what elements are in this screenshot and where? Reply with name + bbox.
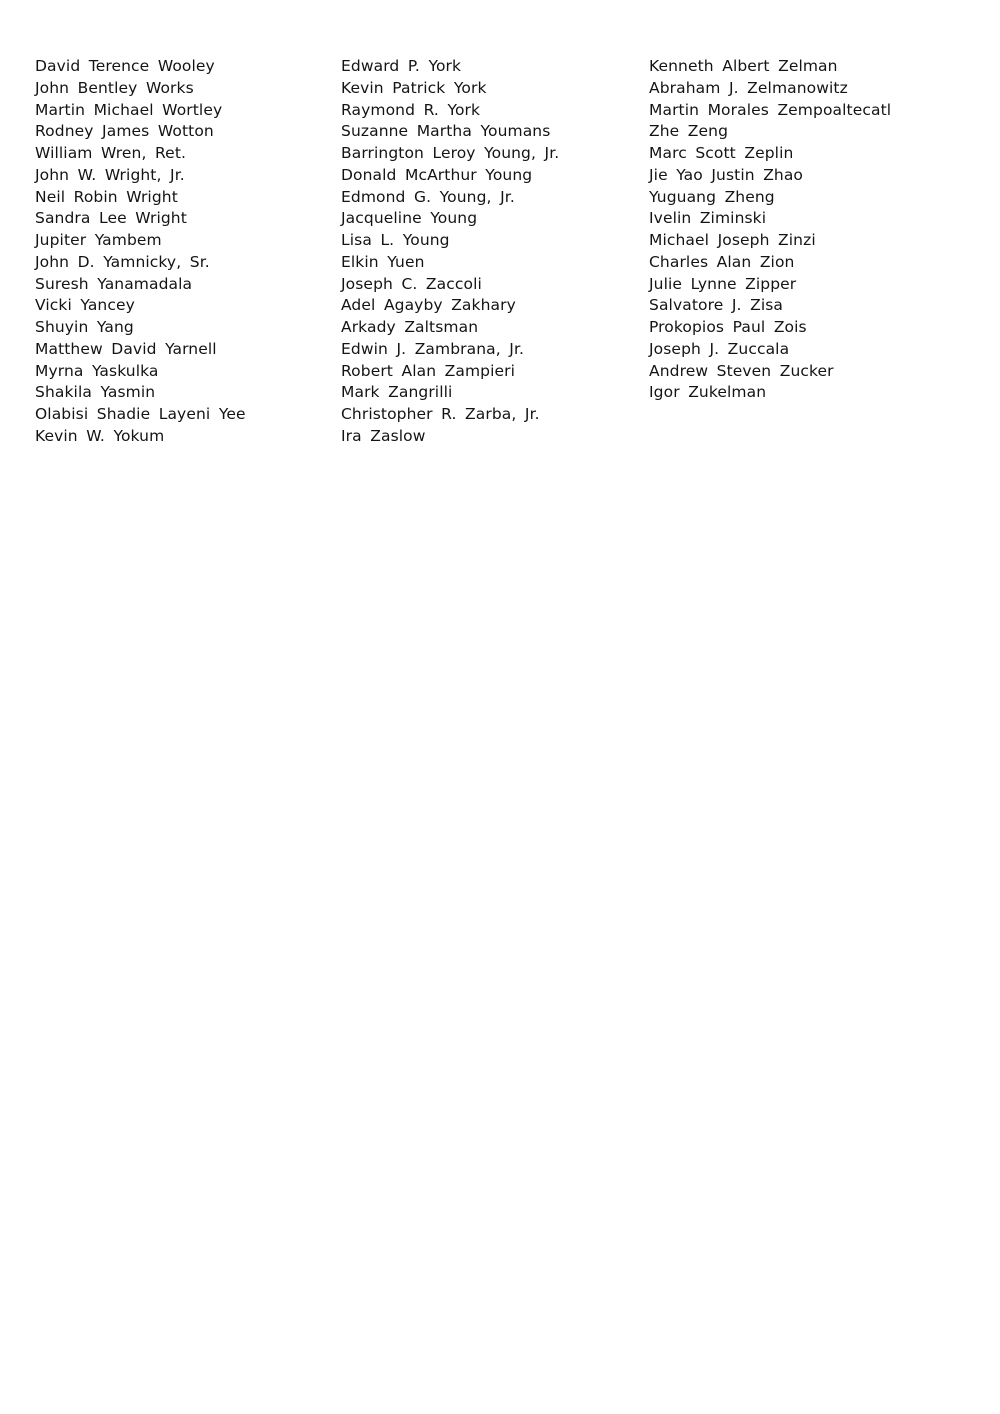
name-entry: Donald McArthur Young [341,165,533,184]
name-entry: Salvatore J. Zisa [649,296,783,315]
name-column-3 [649,56,989,404]
name-entry: Shuyin Yang [35,318,134,336]
name-entry: Myrna Yaskulka [35,361,159,380]
name-entry: David Terence Wooley [35,57,215,75]
name-entry: Martin Morales Zempoaltecatl [649,100,892,119]
name-entry: Kevin Patrick York [341,78,487,97]
name-entry: Raymond R. York [341,100,481,119]
name-entry: Mark Zangrilli [341,383,453,402]
name-entry: Olabisi Shadie Layeni Yee [35,405,246,423]
name-entry: William Wren, Ret. [35,144,187,162]
name-entry: Neil Robin Wright [35,187,178,206]
name-entry: Shakila Yasmin [35,383,156,402]
name-column-1 [35,56,341,448]
name-entry: Rodney James Wotton [35,122,214,141]
name-entry: Vicki Yancey [35,296,135,315]
name-entry: Jie Yao Justin Zhao [649,165,804,184]
name-entry: John Bentley Works [35,78,194,97]
name-entry: John D. Yamnicky, Sr. [35,252,210,271]
name-entry: Adel Agayby Zakhary [341,296,516,315]
name-entry: Charles Alan Zion [649,252,795,271]
name-entry: Sandra Lee Wright [35,209,187,228]
name-entry: Yuguang Zheng [649,187,775,206]
name-entry: Edmond G. Young, Jr. [341,187,515,206]
name-entry: Suzanne Martha Youmans [341,122,551,141]
name-entry: Michael Joseph Zinzi [649,231,816,249]
name-entry: John W. Wright, Jr. [35,165,185,184]
name-entry: Edward P. York [341,57,462,75]
name-entry: Igor Zukelman [649,383,767,402]
name-entry: Abraham J. Zelmanowitz [649,78,848,97]
name-entry: Julie Lynne Zipper [649,274,797,293]
name-entry: Jacqueline Young [341,209,478,228]
name-entry: Ira Zaslow [341,426,426,445]
name-entry: Joseph C. Zaccoli [341,274,482,293]
name-entry: Ivelin Ziminski [649,209,767,228]
name-entry: Elkin Yuen [341,252,425,271]
name-entry: Edwin J. Zambrana, Jr. [341,339,525,358]
name-entry: Christopher R. Zarba, Jr. [341,405,540,423]
name-entry: Barrington Leroy Young, Jr. [341,144,560,162]
name-entry: Zhe Zeng [649,122,729,141]
name-entry: Suresh Yanamadala [35,274,193,293]
name-column-2 [341,56,649,448]
name-entry: Jupiter Yambem [35,231,162,249]
name-entry: Marc Scott Zeplin [649,144,794,162]
name-entry: Martin Michael Wortley [35,100,223,119]
names-list [35,56,980,448]
name-entry: Andrew Steven Zucker [649,361,834,380]
name-entry: Robert Alan Zampieri [341,361,516,380]
name-entry: Arkady Zaltsman [341,318,479,336]
name-entry: Kenneth Albert Zelman [649,57,838,75]
name-entry: Matthew David Yarnell [35,339,217,358]
name-entry: Kevin W. Yokum [35,426,165,445]
name-entry: Prokopios Paul Zois [649,318,807,336]
name-entry: Lisa L. Young [341,231,450,249]
name-entry: Joseph J. Zuccala [649,339,790,358]
